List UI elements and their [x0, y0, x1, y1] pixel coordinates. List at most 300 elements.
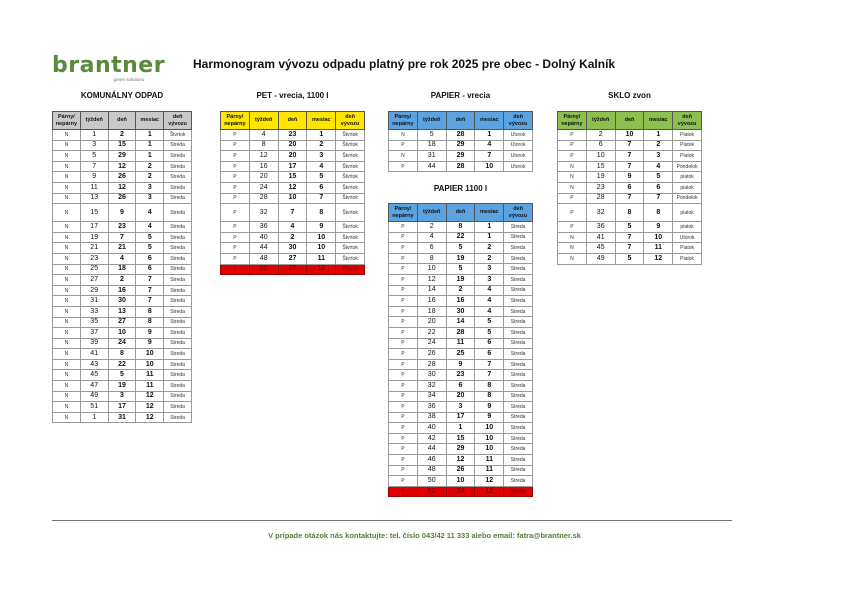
- cell-week: 41: [586, 232, 615, 243]
- papier-1100-table: [388, 203, 533, 497]
- table-row: [221, 130, 365, 141]
- cell-parity: N: [53, 349, 81, 360]
- cell-day: 3: [446, 402, 475, 413]
- cell-day: 9: [615, 172, 644, 183]
- cell-parity: N: [558, 172, 587, 183]
- table-row: [53, 140, 192, 151]
- cell-month: 6: [136, 264, 164, 275]
- cell-weekday: Streda: [504, 476, 533, 487]
- table-row: [558, 140, 702, 151]
- cell-day: 8: [615, 204, 644, 222]
- table-row: [389, 402, 533, 413]
- cell-weekday: Streda: [504, 486, 533, 497]
- cell-week: 26: [417, 349, 446, 360]
- cell-weekday: Štvrtok: [336, 182, 365, 193]
- cell-weekday: Pondelok: [673, 193, 702, 204]
- table-row: [221, 172, 365, 183]
- cell-day: 19: [108, 381, 136, 392]
- table-row: [389, 161, 533, 172]
- cell-week: 34: [417, 391, 446, 402]
- column-header-day: deň: [446, 204, 475, 222]
- table-row: [53, 264, 192, 275]
- cell-day: 9: [446, 359, 475, 370]
- cell-month: 8: [475, 380, 504, 391]
- logo-tagline: green solutions: [113, 77, 144, 82]
- logo-wordmark: brantner: [52, 53, 166, 78]
- cell-weekday: Streda: [504, 370, 533, 381]
- table-row: [53, 222, 192, 233]
- cell-week: 12: [249, 151, 278, 162]
- pet-table: [220, 111, 365, 275]
- cell-week: 7: [80, 161, 108, 172]
- cell-parity: P: [389, 317, 418, 328]
- cell-month: 5: [307, 172, 336, 183]
- cell-weekday: Streda: [164, 204, 192, 222]
- cell-month: 8: [644, 204, 673, 222]
- cell-month: 8: [307, 204, 336, 222]
- cell-month: 12: [475, 476, 504, 487]
- cell-weekday: Streda: [504, 232, 533, 243]
- cell-parity: N: [389, 151, 418, 162]
- cell-weekday: Štvrtok: [336, 243, 365, 254]
- cell-week: 8: [249, 140, 278, 151]
- cell-weekday: Streda: [504, 391, 533, 402]
- cell-week: 19: [80, 232, 108, 243]
- cell-day: 7: [615, 232, 644, 243]
- column-header-month: mesiac: [475, 204, 504, 222]
- komunalny-table: [52, 111, 192, 423]
- table-row: [389, 130, 533, 141]
- cell-week: 46: [417, 455, 446, 466]
- cell-day: 20: [278, 151, 307, 162]
- cell-parity: P: [389, 264, 418, 275]
- cell-day: 15: [278, 172, 307, 183]
- cell-parity: N: [53, 381, 81, 392]
- cell-parity: P: [221, 253, 250, 264]
- table-row: [53, 275, 192, 286]
- table-row: [53, 359, 192, 370]
- cell-day: 6: [615, 182, 644, 193]
- cell-weekday: Pondelok: [673, 161, 702, 172]
- cell-day: 4: [278, 222, 307, 233]
- cell-month: 12: [136, 391, 164, 402]
- cell-week: 16: [417, 296, 446, 307]
- cell-weekday: Streda: [504, 359, 533, 370]
- cell-day: 14: [446, 317, 475, 328]
- cell-weekday: Streda: [504, 465, 533, 476]
- column-header-weekday: deň vývozu: [504, 112, 533, 130]
- cell-parity: P: [221, 193, 250, 204]
- cell-parity: P: [389, 391, 418, 402]
- cell-month: 7: [644, 193, 673, 204]
- cell-parity: N: [53, 140, 81, 151]
- cell-day: 8: [446, 222, 475, 233]
- cell-day: 31: [108, 412, 136, 423]
- papier-vrecia-table: [388, 111, 533, 172]
- cell-week: 14: [417, 285, 446, 296]
- cell-week: 47: [80, 381, 108, 392]
- cell-month: 3: [475, 274, 504, 285]
- cell-weekday: Štvrtok: [336, 222, 365, 233]
- table-row: [558, 253, 702, 264]
- cell-day: 19: [446, 253, 475, 264]
- cell-month: 10: [475, 161, 504, 172]
- cell-day: 30: [446, 306, 475, 317]
- cell-month: 11: [136, 381, 164, 392]
- cell-weekday: Streda: [504, 327, 533, 338]
- table-row: [389, 433, 533, 444]
- cell-weekday: Streda: [164, 402, 192, 413]
- cell-parity: N: [558, 232, 587, 243]
- cell-month: 8: [136, 306, 164, 317]
- cell-parity: P: [221, 161, 250, 172]
- cell-month: 9: [475, 412, 504, 423]
- column-header-parity: Párny/ nepárny: [53, 112, 81, 130]
- cell-month: 6: [475, 349, 504, 360]
- cell-week: 52: [417, 486, 446, 497]
- cell-parity: P: [558, 204, 587, 222]
- cell-parity: N: [53, 151, 81, 162]
- cell-parity: P: [389, 412, 418, 423]
- table-row: [221, 204, 365, 222]
- cell-weekday: Piatok: [673, 253, 702, 264]
- cell-parity: P: [389, 380, 418, 391]
- cell-parity: P: [389, 222, 418, 233]
- table-row: [53, 306, 192, 317]
- cell-parity: N: [53, 317, 81, 328]
- cell-month: 4: [475, 296, 504, 307]
- cell-day: 15: [108, 140, 136, 151]
- cell-weekday: Štvrtok: [336, 130, 365, 141]
- cell-day: 20: [278, 140, 307, 151]
- cell-day: 29: [446, 140, 475, 151]
- cell-parity: N: [53, 412, 81, 423]
- cell-parity: P: [389, 359, 418, 370]
- cell-weekday: Streda: [164, 182, 192, 193]
- cell-week: 18: [417, 140, 446, 151]
- table-row: [53, 381, 192, 392]
- cell-day: 12: [108, 182, 136, 193]
- brantner-logo: [52, 53, 166, 87]
- papier-1100-title: PAPIER 1100 l: [433, 184, 488, 193]
- cell-week: 45: [586, 243, 615, 254]
- cell-month: 7: [136, 275, 164, 286]
- cell-month: 10: [307, 232, 336, 243]
- cell-month: 4: [307, 161, 336, 172]
- cell-day: 28: [446, 130, 475, 141]
- cell-weekday: Streda: [504, 264, 533, 275]
- cell-weekday: piatok: [673, 182, 702, 193]
- table-row: [389, 423, 533, 434]
- cell-week: 30: [417, 370, 446, 381]
- cell-parity: P: [389, 232, 418, 243]
- cell-week: 1: [80, 412, 108, 423]
- cell-month: 10: [475, 444, 504, 455]
- column-header-month: mesiac: [136, 112, 164, 130]
- table-row: [389, 264, 533, 275]
- cell-month: 5: [475, 327, 504, 338]
- cell-week: 40: [249, 232, 278, 243]
- cell-week: 5: [417, 130, 446, 141]
- cell-weekday: Streda: [164, 349, 192, 360]
- cell-day: 7: [108, 232, 136, 243]
- cell-parity: P: [221, 182, 250, 193]
- cell-parity: P: [389, 338, 418, 349]
- table-row: [53, 130, 192, 141]
- cell-parity: N: [53, 370, 81, 381]
- cell-day: 20: [446, 391, 475, 402]
- cell-month: 2: [307, 140, 336, 151]
- cell-weekday: Piatok: [336, 264, 365, 275]
- cell-weekday: Streda: [164, 253, 192, 264]
- cell-month: 10: [136, 359, 164, 370]
- cell-month: 2: [136, 172, 164, 183]
- table-row: [558, 161, 702, 172]
- table-row: [389, 349, 533, 360]
- cell-parity: P: [221, 264, 250, 275]
- page-title: Harmonogram vývozu odpadu platný pre rok 2025 pre obec - Dolný Kalník: [193, 57, 616, 71]
- cell-weekday: Streda: [504, 253, 533, 264]
- cell-week: 29: [80, 285, 108, 296]
- cell-weekday: Streda: [504, 444, 533, 455]
- table-row: [558, 204, 702, 222]
- table-row: [558, 232, 702, 243]
- cell-day: 17: [446, 412, 475, 423]
- cell-day: 10: [446, 476, 475, 487]
- cell-month: 1: [644, 130, 673, 141]
- table-row: [53, 243, 192, 254]
- table-row: [53, 391, 192, 402]
- cell-parity: N: [53, 204, 81, 222]
- cell-month: 12: [307, 264, 336, 275]
- cell-weekday: Streda: [504, 243, 533, 254]
- table-row: [221, 253, 365, 264]
- cell-weekday: Streda: [164, 296, 192, 307]
- cell-day: 30: [108, 296, 136, 307]
- cell-weekday: Streda: [164, 328, 192, 339]
- cell-weekday: Streda: [504, 338, 533, 349]
- cell-parity: P: [389, 274, 418, 285]
- table-row: [53, 161, 192, 172]
- cell-week: 13: [80, 193, 108, 204]
- cell-month: 7: [136, 296, 164, 307]
- cell-week: 19: [586, 172, 615, 183]
- cell-day: 27: [278, 253, 307, 264]
- table-row: [389, 222, 533, 233]
- cell-weekday: piatok: [673, 222, 702, 233]
- cell-day: 5: [615, 253, 644, 264]
- cell-day: 5: [446, 243, 475, 254]
- cell-parity: N: [53, 264, 81, 275]
- cell-month: 7: [475, 359, 504, 370]
- cell-month: 1: [136, 151, 164, 162]
- column-header-parity: Párny/ nepárny: [221, 112, 250, 130]
- column-header-day: deň: [278, 112, 307, 130]
- cell-parity: N: [53, 182, 81, 193]
- cell-day: 29: [446, 444, 475, 455]
- table-row: [389, 232, 533, 243]
- cell-day: 5: [108, 370, 136, 381]
- table-row: [53, 296, 192, 307]
- cell-month: 9: [644, 222, 673, 233]
- table-row: [53, 328, 192, 339]
- cell-parity: N: [53, 285, 81, 296]
- cell-weekday: Streda: [164, 151, 192, 162]
- column-header-week: týždeň: [80, 112, 108, 130]
- cell-day: 8: [108, 349, 136, 360]
- cell-parity: P: [558, 151, 587, 162]
- cell-parity: N: [53, 222, 81, 233]
- cell-month: 8: [136, 317, 164, 328]
- column-header-month: mesiac: [307, 112, 336, 130]
- cell-week: 21: [80, 243, 108, 254]
- cell-parity: P: [389, 433, 418, 444]
- cell-day: 22: [108, 359, 136, 370]
- cell-weekday: Streda: [164, 222, 192, 233]
- cell-day: 2: [108, 130, 136, 141]
- cell-weekday: Streda: [504, 412, 533, 423]
- cell-parity: N: [53, 243, 81, 254]
- cell-parity: N: [53, 306, 81, 317]
- cell-parity: P: [221, 243, 250, 254]
- cell-day: 7: [278, 204, 307, 222]
- cell-parity: P: [389, 455, 418, 466]
- cell-week: 15: [586, 161, 615, 172]
- cell-week: 24: [249, 182, 278, 193]
- table-row: [558, 193, 702, 204]
- cell-week: 50: [417, 476, 446, 487]
- cell-month: 3: [136, 182, 164, 193]
- cell-week: 10: [417, 264, 446, 275]
- cell-weekday: Streda: [504, 274, 533, 285]
- cell-weekday: Streda: [504, 222, 533, 233]
- cell-week: 10: [586, 151, 615, 162]
- papier-vrecia-title: PAPIER - vrecia: [430, 91, 491, 100]
- table-row: [389, 274, 533, 285]
- cell-day: 15: [446, 433, 475, 444]
- cell-month: 11: [136, 370, 164, 381]
- table-row: [558, 243, 702, 254]
- table-row: [53, 182, 192, 193]
- cell-parity: P: [221, 151, 250, 162]
- cell-parity: N: [53, 328, 81, 339]
- cell-day: 26: [108, 193, 136, 204]
- cell-week: 12: [417, 274, 446, 285]
- cell-month: 3: [475, 264, 504, 275]
- cell-parity: N: [53, 232, 81, 243]
- cell-week: 3: [80, 140, 108, 151]
- cell-month: 4: [475, 306, 504, 317]
- table-row: [389, 486, 533, 497]
- table-row: [53, 253, 192, 264]
- cell-weekday: Streda: [164, 317, 192, 328]
- cell-week: 16: [249, 161, 278, 172]
- cell-week: 36: [417, 402, 446, 413]
- cell-month: 4: [475, 285, 504, 296]
- table-row: [389, 306, 533, 317]
- table-row: [389, 338, 533, 349]
- cell-parity: P: [558, 140, 587, 151]
- cell-month: 2: [475, 253, 504, 264]
- table-row: [221, 222, 365, 233]
- cell-day: 26: [446, 465, 475, 476]
- table-row: [389, 327, 533, 338]
- column-header-weekday: deň vývozu: [336, 112, 365, 130]
- cell-day: 7: [615, 140, 644, 151]
- table-row: [221, 140, 365, 151]
- komunalny-title: KOMUNÁLNY ODPAD: [80, 91, 164, 100]
- cell-week: 4: [417, 232, 446, 243]
- cell-month: 2: [475, 243, 504, 254]
- cell-week: 28: [417, 359, 446, 370]
- cell-week: 28: [586, 193, 615, 204]
- cell-parity: N: [53, 275, 81, 286]
- cell-parity: N: [53, 193, 81, 204]
- cell-week: 31: [80, 296, 108, 307]
- cell-day: 10: [615, 130, 644, 141]
- table-row: [221, 193, 365, 204]
- cell-parity: P: [389, 327, 418, 338]
- cell-week: 42: [417, 433, 446, 444]
- cell-week: 24: [417, 338, 446, 349]
- cell-weekday: Streda: [504, 433, 533, 444]
- cell-day: 16: [446, 296, 475, 307]
- cell-week: 6: [586, 140, 615, 151]
- cell-week: 5: [80, 151, 108, 162]
- cell-week: 37: [80, 328, 108, 339]
- cell-month: 7: [307, 193, 336, 204]
- table-row: [53, 232, 192, 243]
- cell-week: 41: [80, 349, 108, 360]
- cell-weekday: Streda: [164, 338, 192, 349]
- table-row: [221, 182, 365, 193]
- cell-weekday: Streda: [164, 243, 192, 254]
- cell-week: 44: [417, 161, 446, 172]
- cell-day: 13: [108, 306, 136, 317]
- cell-parity: N: [558, 182, 587, 193]
- cell-week: 6: [417, 243, 446, 254]
- cell-parity: N: [558, 253, 587, 264]
- footer-divider: [52, 520, 732, 521]
- cell-week: 39: [80, 338, 108, 349]
- cell-month: 4: [136, 222, 164, 233]
- cell-parity: P: [558, 130, 587, 141]
- table-row: [53, 370, 192, 381]
- cell-weekday: Streda: [164, 264, 192, 275]
- cell-week: 20: [417, 317, 446, 328]
- cell-weekday: Streda: [164, 193, 192, 204]
- table-row: [389, 253, 533, 264]
- table-row: [389, 296, 533, 307]
- cell-weekday: Piatok: [673, 151, 702, 162]
- cell-month: 11: [644, 243, 673, 254]
- cell-week: 28: [249, 193, 278, 204]
- cell-month: 5: [475, 317, 504, 328]
- cell-parity: P: [389, 444, 418, 455]
- cell-day: 3: [108, 391, 136, 402]
- cell-month: 2: [136, 161, 164, 172]
- cell-parity: P: [389, 161, 418, 172]
- cell-week: 32: [417, 380, 446, 391]
- cell-parity: P: [389, 349, 418, 360]
- cell-parity: N: [558, 161, 587, 172]
- cell-weekday: Streda: [164, 359, 192, 370]
- table-row: [53, 172, 192, 183]
- cell-week: 15: [80, 204, 108, 222]
- cell-weekday: Utorok: [504, 151, 533, 162]
- cell-day: 26: [108, 172, 136, 183]
- cell-day: 2: [446, 285, 475, 296]
